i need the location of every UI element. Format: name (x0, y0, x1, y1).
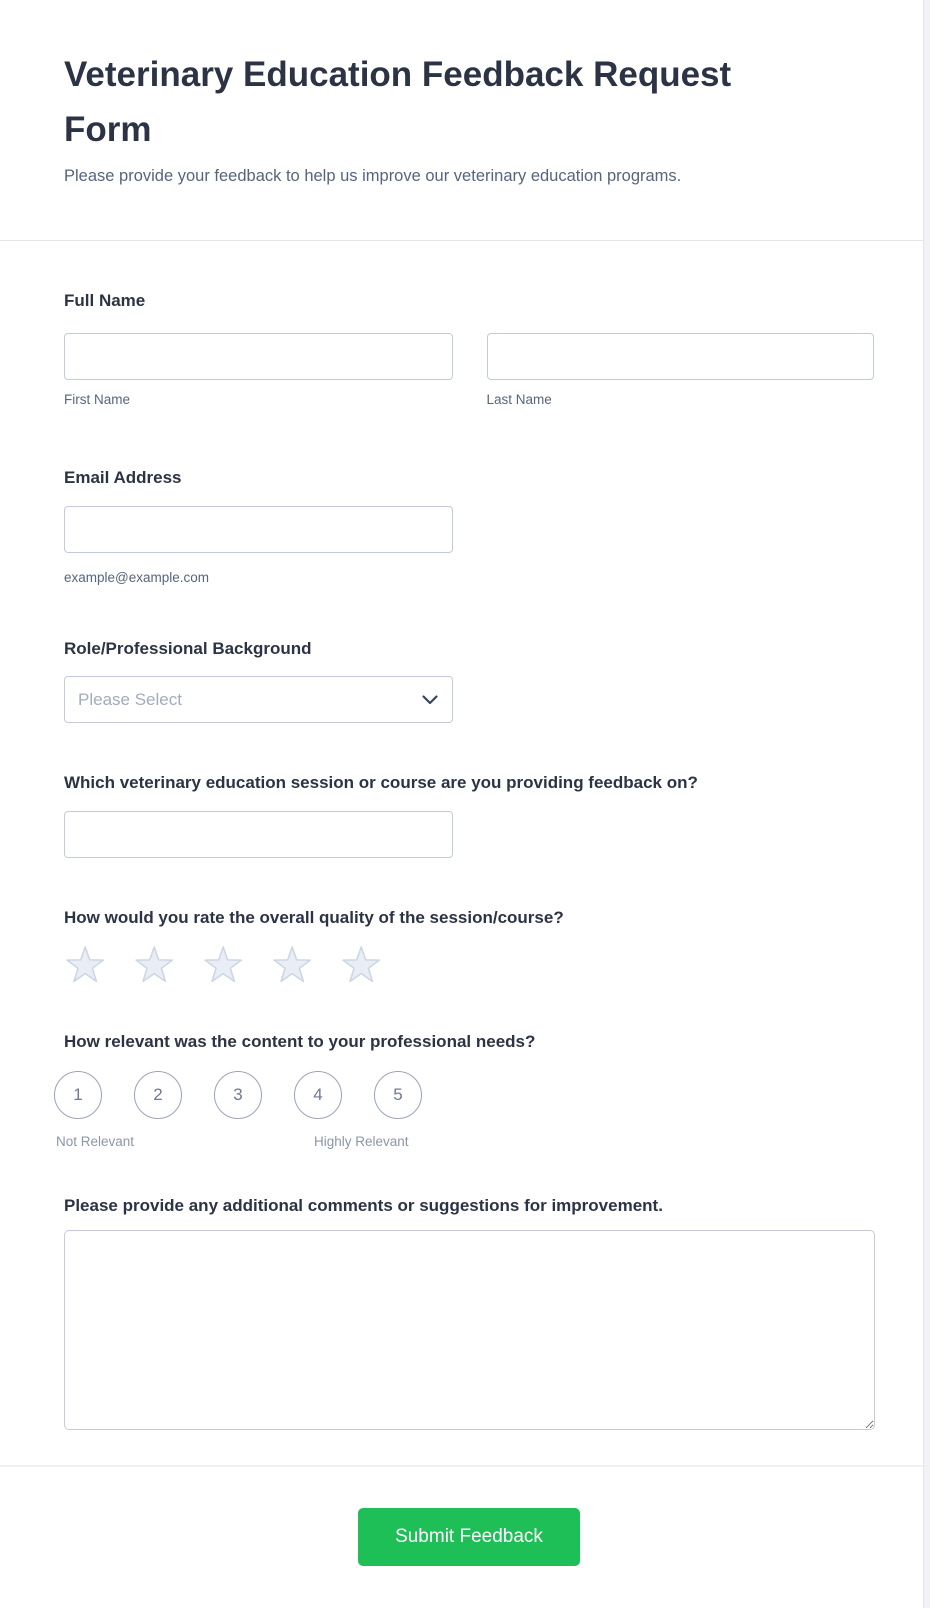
form-body (0, 291, 923, 1435)
relevance-scale (54, 1071, 874, 1119)
star-rating (66, 946, 874, 984)
field-email (64, 468, 874, 585)
email-label: Email Address (64, 468, 182, 487)
relevance-option-3[interactable] (214, 1071, 262, 1119)
page-title (64, 47, 859, 157)
relevance-scale-labels (56, 1134, 874, 1149)
page-title-line1: Veterinary Education Feedback Request (64, 55, 732, 94)
relevance-option-number: 5 (393, 1085, 403, 1104)
star-icon[interactable] (204, 946, 243, 984)
page-subtitle: Please provide your feedback to help us improve our veterinary education programs. (64, 167, 682, 185)
relevance-option-1[interactable] (54, 1071, 102, 1119)
comments-textarea[interactable] (64, 1230, 875, 1430)
full-name-label: Full Name (64, 291, 146, 310)
form-header (0, 0, 923, 240)
last-name-input[interactable] (487, 333, 875, 380)
field-quality (64, 908, 874, 984)
relevance-option-2[interactable] (134, 1071, 182, 1119)
header-divider (0, 240, 923, 241)
role-select[interactable] (64, 676, 453, 723)
relevance-option-5[interactable] (374, 1071, 422, 1119)
star-icon[interactable] (66, 946, 105, 984)
form-footer (0, 1467, 923, 1566)
first-name-input[interactable] (64, 333, 453, 380)
field-comments (64, 1196, 874, 1435)
star-icon[interactable] (135, 946, 174, 984)
email-input[interactable] (64, 506, 453, 553)
relevance-option-4[interactable] (294, 1071, 342, 1119)
relevance-option-number: 3 (233, 1085, 243, 1104)
relevance-max-label: Highly Relevant (314, 1134, 409, 1149)
session-label: Which veterinary education session or course are you providing feedback on? (64, 773, 698, 792)
first-name-sublabel: First Name (64, 392, 131, 407)
relevance-option-number: 2 (153, 1085, 163, 1104)
field-role (64, 639, 874, 723)
quality-label: How would you rate the overall quality of the session/course? (64, 908, 564, 927)
comments-label: Please provide any additional comments or suggestions for improvement. (64, 1196, 663, 1215)
relevance-min-label: Not Relevant (56, 1134, 135, 1149)
star-icon[interactable] (342, 946, 381, 984)
first-name-col (64, 333, 453, 407)
session-input[interactable] (64, 811, 453, 858)
field-session (64, 773, 874, 858)
relevance-option-number: 4 (313, 1085, 323, 1104)
last-name-sublabel: Last Name (486, 392, 552, 407)
email-hint: example@example.com (64, 570, 210, 585)
field-full-name (64, 291, 874, 407)
field-relevance (56, 1032, 874, 1149)
name-inputs-row (64, 333, 874, 407)
star-icon[interactable] (273, 946, 312, 984)
role-select-wrap (64, 676, 453, 723)
page-title-line2: Form (64, 110, 152, 149)
submit-button[interactable]: Submit Feedback (358, 1508, 580, 1566)
role-label: Role/Professional Background (64, 639, 312, 658)
last-name-col (487, 333, 875, 407)
relevance-label: How relevant was the content to your professional needs? (64, 1032, 536, 1051)
relevance-option-number: 1 (73, 1085, 83, 1104)
